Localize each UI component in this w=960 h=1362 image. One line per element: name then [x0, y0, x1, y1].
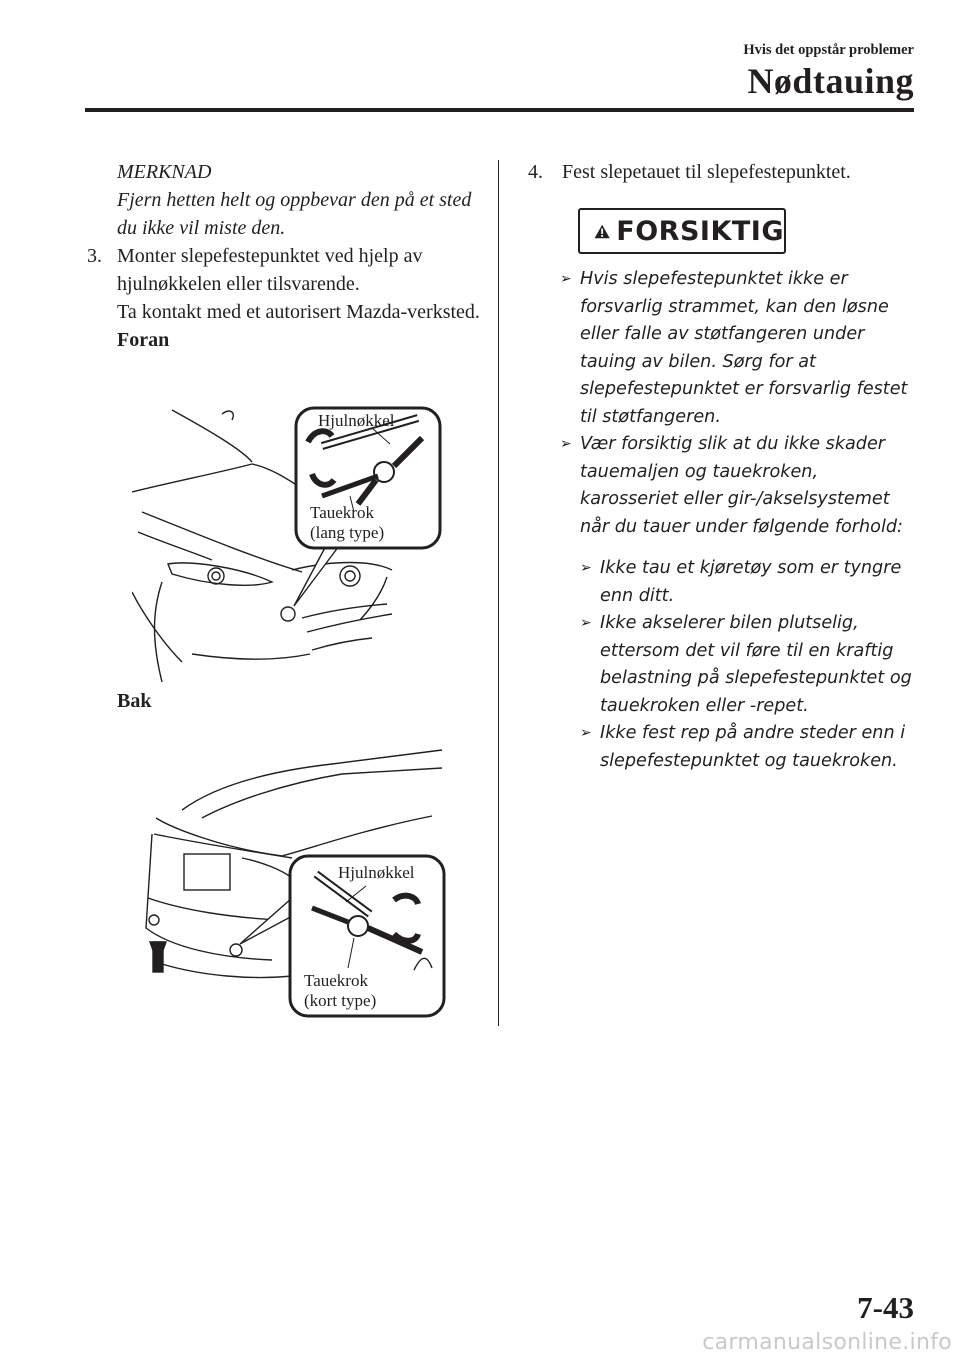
page-title: Nødtauing — [747, 61, 914, 101]
warning-triangle-icon — [594, 218, 610, 245]
section-title: Hvis det oppstår problemer — [743, 42, 914, 58]
step-4 — [528, 158, 928, 186]
header-rule — [85, 108, 914, 112]
caution-banner — [578, 208, 786, 254]
list-item — [560, 431, 920, 541]
step-3-text-2: Ta kontakt med et autorisert Mazda-verksted. — [117, 301, 480, 323]
right-column — [528, 158, 928, 186]
bullet-arrow-icon: ➢ — [560, 436, 572, 452]
bullet-text: Hvis slepefestepunktet ikke er forsvarlig strammet, kan den løsne eller falle av støtfangeren under tauing av bilen. Sørg for at slepefestepunktet er forsvarlig festet til støtfangeren. — [580, 269, 908, 427]
bullet-text: Vær forsiktig slik at du ikke skader tauemaljen og tauekroken, karosseriet eller gir-/akselsystemet når du tauer under følgende forhold: — [580, 434, 903, 537]
front-tow-hook-figure — [132, 392, 450, 684]
list-item — [560, 266, 920, 431]
bullet-text: Ikke fest rep på andre steder enn i slepefestepunktet og tauekroken. — [600, 723, 906, 771]
bullet-text: Ikke akselerer bilen plutselig, ettersom det vil føre til en kraftig belastning på slepefestepunktet og tauekroken eller -repet. — [600, 613, 912, 716]
rear-tow-hook-figure — [132, 738, 450, 1020]
caution-heading: FORSIKTIG — [616, 215, 784, 247]
list-item — [580, 610, 920, 720]
page-number: 7-43 — [857, 1290, 914, 1325]
list-item — [580, 555, 920, 610]
bullet-arrow-icon: ➢ — [580, 725, 592, 741]
step-3-text: Monter slepefestepunktet ved hjelp av hjulnøkkelen eller tilsvarende. — [117, 245, 423, 295]
caution-bullet-list — [560, 266, 920, 775]
step-number: 4. — [528, 161, 543, 183]
bullet-arrow-icon: ➢ — [560, 271, 572, 287]
step-number: 3. — [87, 245, 102, 267]
note-heading: MERKNAD — [117, 161, 212, 183]
rear-label: Bak — [117, 690, 152, 712]
callout-hook-label: Tauekrok — [310, 503, 374, 522]
bullet-text: Ikke tau et kjøretøy som er tyngre enn ditt. — [600, 558, 902, 606]
column-divider — [498, 160, 499, 1026]
callout-wrench-label: Hjulnøkkel — [338, 863, 415, 882]
left-column — [87, 158, 487, 354]
watermark: carmanualsonline.info — [702, 1330, 952, 1355]
callout-hook-type-label: (lang type) — [310, 523, 385, 542]
note-text: Fjern hetten helt og oppbevar den på et sted du ikke vil miste den. — [117, 189, 472, 239]
sub-bullet-list — [580, 555, 920, 775]
front-label: Foran — [117, 329, 170, 351]
bullet-arrow-icon: ➢ — [580, 560, 592, 576]
step-4-text: Fest slepetauet til slepefestepunktet. — [562, 161, 851, 183]
callout-hook-type-label: (kort type) — [304, 991, 377, 1010]
step-3 — [87, 242, 487, 326]
callout-hook-label: Tauekrok — [304, 971, 368, 990]
bullet-arrow-icon: ➢ — [580, 615, 592, 631]
list-item — [580, 720, 920, 775]
callout-wrench-label: Hjulnøkkel — [318, 411, 395, 430]
